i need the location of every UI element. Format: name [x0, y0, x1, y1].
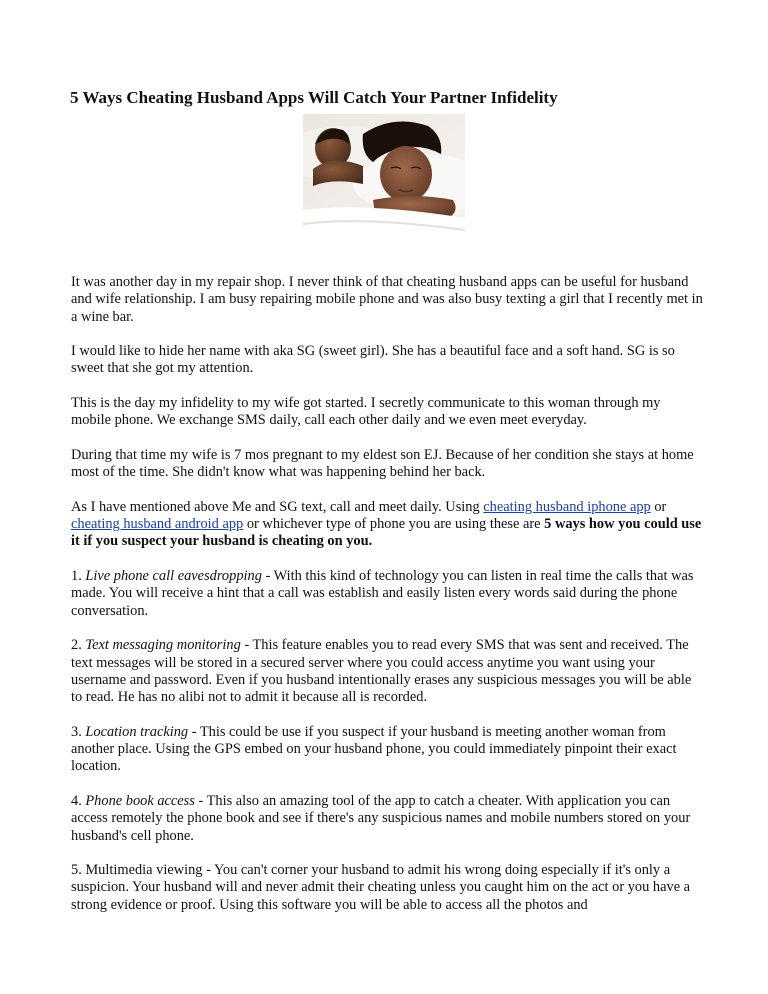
way-number: 4. — [71, 792, 86, 809]
way-name: Live phone call eavesdropping — [85, 568, 262, 585]
links-text-mid1: or — [650, 498, 667, 515]
cheating-husband-iphone-app-link[interactable]: cheating husband iphone app — [483, 498, 651, 515]
article-title: 5 Ways Cheating Husband Apps Will Catch Your Partner Infidelity — [70, 88, 558, 107]
links-bold-text: 5 ways how you could use it if you suspect your husband is cheating on you. — [71, 516, 702, 550]
way-name: Phone book access — [85, 792, 195, 809]
way-name: Text messaging monitoring — [85, 637, 241, 654]
paragraph-wife: During that time my wife is 7 mos pregnant to my eldest son EJ. Because of her condition she stays at home most of the time. She didn't know what was happening behind her back. — [71, 446, 694, 481]
way-text: - This also an amazing tool of the app to catch a cheater. With application you can access remotely the phone book and see if there's any suspicious names and mobile numbers stored on your husband's cell phone. — [71, 792, 691, 844]
article-body — [71, 274, 703, 931]
way-number: 1. — [71, 568, 86, 585]
way-name: Location tracking — [85, 723, 189, 740]
links-text-mid2: or whichever type of phone you are using these are — [243, 516, 545, 533]
paragraph-infidelity: This is the day my infidelity to my wife got started. I secretly communicate to this woman through my mobile phone. We exchange SMS daily, call each other daily and we even meet everyday. — [71, 395, 661, 429]
links-text-before: As I have mentioned above Me and SG text, call and meet daily. Using — [71, 498, 484, 515]
way-number: 2. — [71, 637, 86, 654]
way-item — [71, 724, 703, 776]
way-text: 5. Multimedia viewing - You can't corner your husband to admit his wrong doing especially if it's only a suspicion. Your husband will and never admit their cheating unless you caught him on the act or you have a strong evidence or proof. Using this software you will be able to access all the photos and — [71, 862, 691, 913]
way-item — [71, 862, 703, 914]
way-item — [71, 637, 703, 706]
way-item — [71, 793, 703, 845]
way-text: - This could be use if you suspect if your husband is meeting another woman from another place. Using the GPS embed on your husband phone, you could immediately pinpoint their exact location. — [71, 723, 677, 775]
paragraph-sg: I would like to hide her name with aka SG (sweet girl). She has a beautiful face and a soft hand. SG is so sweet that she got my attention. — [71, 343, 675, 377]
way-text: - This feature enables you to read every SMS that was sent and received. The text messages will be stored in a secured server where you could access anytime you want using your username and password. Even if you husband intentionally erases any suspicious messages you will be able to read. He has no alibi not to admit it because all is recorded. — [71, 637, 692, 706]
way-text: - With this kind of technology you can listen in real time the calls that was made. You will receive a hint that a call was establish and easily listen every words said during the phone conversation. — [71, 568, 694, 619]
couple-in-bed-photo — [303, 114, 465, 256]
way-item — [71, 568, 703, 620]
paragraph-intro: It was another day in my repair shop. I never think of that cheating husband apps can be useful for husband and wife relationship. I am busy repairing mobile phone and was also busy texting a girl that I recently met in a wine bar. — [71, 274, 703, 325]
cheating-husband-android-app-link[interactable]: cheating husband android app — [71, 516, 244, 533]
way-number: 3. — [71, 723, 86, 740]
paragraph-links — [71, 499, 703, 551]
